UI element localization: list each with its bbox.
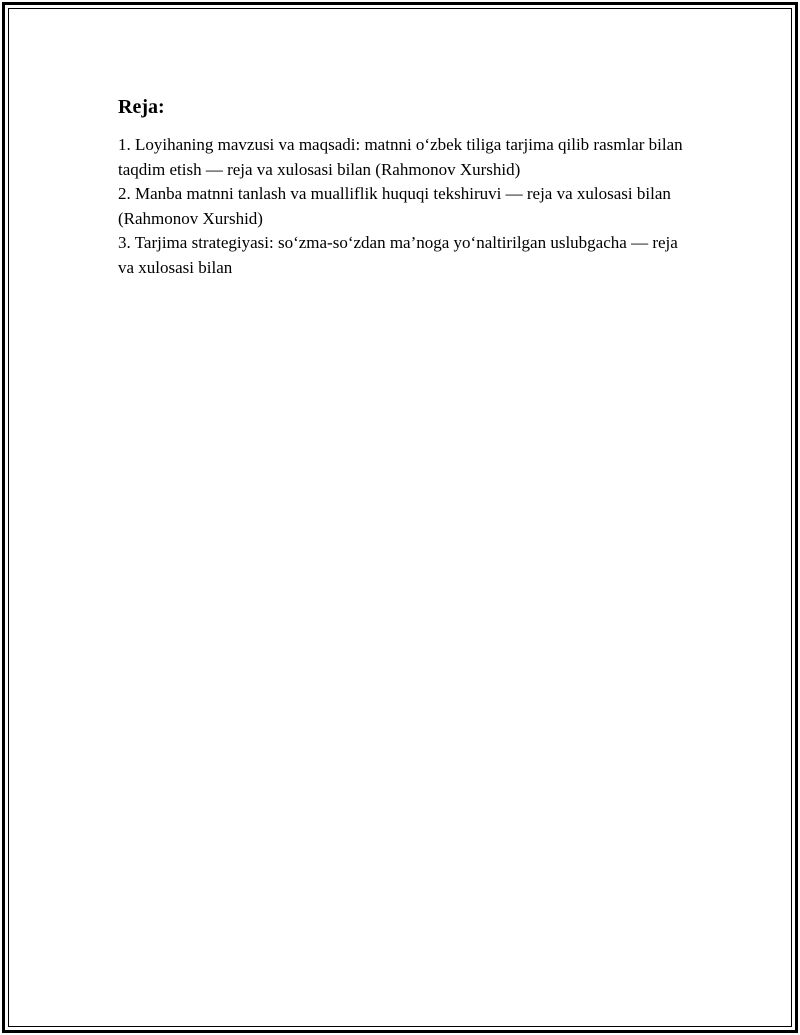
- plan-item-number: 1.: [118, 135, 131, 154]
- plan-item-2: [118, 182, 684, 231]
- plan-list: [118, 133, 684, 280]
- plan-item-number: 2.: [118, 184, 131, 203]
- plan-item-text: Manba matnni tanlash va mualliflik huquqi tekshiruvi — reja va xulosasi bilan (Rahmonov Xurshid): [118, 184, 671, 228]
- plan-item-1: [118, 133, 684, 182]
- plan-item-3: [118, 231, 684, 280]
- plan-item-number: 3.: [118, 233, 131, 252]
- plan-heading: Reja:: [118, 96, 165, 118]
- plan-item-text: Tarjima strategiyasi: so‘zma-so‘zdan ma’noga yo‘naltirilgan uslubgacha — reja va xulosasi bilan: [118, 233, 678, 277]
- plan-item-text: Loyihaning mavzusi va maqsadi: matnni o‘zbek tiliga tarjima qilib rasmlar bilan taqdim etish — reja va xulosasi bilan (Rahmonov Xurshid): [118, 135, 683, 179]
- document-content: [118, 94, 684, 280]
